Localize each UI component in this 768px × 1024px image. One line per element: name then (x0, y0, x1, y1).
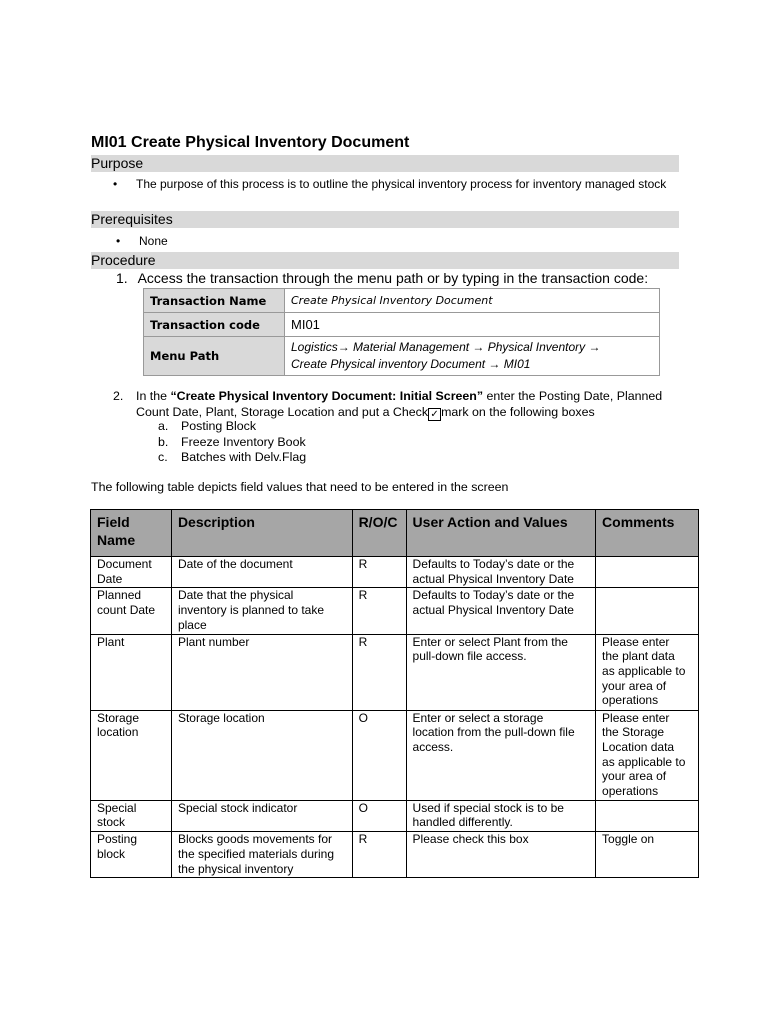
header-user-action: User Action and Values (406, 510, 596, 557)
procedure-heading-text: Procedure (91, 252, 156, 268)
cell-comments (596, 588, 699, 634)
step-2-list (158, 419, 458, 466)
step-2-prefix: In the (136, 389, 171, 403)
cell-comments (596, 557, 699, 588)
step-2 (113, 388, 673, 421)
header-description: Description (171, 510, 352, 557)
cell-description: Date of the document (171, 557, 352, 588)
menu-path-value (285, 337, 660, 376)
table-row (144, 313, 660, 337)
cell-description: Blocks goods movements for the specified materials during the physical inventory (171, 832, 352, 878)
cell-description: Date that the physical inventory is planned to take place (171, 588, 352, 634)
list-item (158, 419, 458, 435)
cell-action: Defaults to Today’s date or the actual Physical Inventory Date (406, 557, 596, 588)
purpose-bullet (113, 177, 668, 191)
cell-roc: R (352, 557, 406, 588)
cell-action: Enter or select a storage location from the pull-down file access. (406, 710, 596, 800)
field-values-table (90, 509, 699, 878)
cell-field: Special stock (91, 800, 172, 831)
step-2-screen-name: “Create Physical Inventory Document: Initial Screen” (170, 389, 484, 403)
transaction-name-value: Create Physical Inventory Document (285, 289, 660, 313)
step-1 (116, 270, 648, 286)
menu-path-label: Menu Path (144, 337, 285, 376)
list-item-letter: c. (158, 450, 168, 464)
table-row (91, 710, 699, 800)
cell-description: Special stock indicator (171, 800, 352, 831)
step-2-after-check: mark on the following boxes (441, 405, 595, 419)
purpose-heading-text: Purpose (91, 155, 144, 171)
table-row (144, 337, 660, 376)
menu-path-line-1: Logistics→ Material Management → Physical Inventory → (291, 340, 601, 354)
step-2-text (136, 388, 673, 421)
step-2-suffix: enter the Posting Date, Planned Count Date, Plant, Storage Location and put a Check (136, 389, 663, 419)
bullet-icon: • (116, 234, 121, 248)
purpose-bullet-text: The purpose of this process is to outline the physical inventory process for inventory managed stock (136, 177, 667, 191)
cell-roc: R (352, 634, 406, 710)
checkbox-icon: ✓ (428, 408, 441, 421)
transaction-name-label: Transaction Name (144, 289, 285, 313)
cell-comments: Please enter the plant data as applicable to your area of operations (596, 634, 699, 710)
section-heading-procedure (91, 252, 679, 269)
cell-roc: O (352, 800, 406, 831)
cell-field: Planned count Date (91, 588, 172, 634)
cell-comments: Please enter the Storage Location data as applicable to your area of operations (596, 710, 699, 800)
cell-action: Enter or select Plant from the pull-down file access. (406, 634, 596, 710)
header-roc: R/O/C (352, 510, 406, 557)
transaction-table (143, 288, 660, 376)
cell-description: Storage location (171, 710, 352, 800)
list-item-letter: b. (158, 434, 169, 449)
cell-description: Plant number (171, 634, 352, 710)
cell-comments: Toggle on (596, 832, 699, 878)
step-1-number: 1. (116, 270, 128, 286)
list-item-text: Posting Block (181, 419, 257, 433)
table-intro-text: The following table depicts field values that need to be entered in the screen (91, 480, 509, 494)
prerequisites-heading-text: Prerequisites (91, 211, 173, 227)
cell-roc: O (352, 710, 406, 800)
cell-field: Storage location (91, 710, 172, 800)
cell-field: Posting block (91, 832, 172, 878)
list-item-letter: a. (158, 419, 169, 433)
transaction-code-value: MI01 (285, 313, 660, 337)
prerequisites-bullet (116, 234, 316, 248)
table-row (91, 832, 699, 878)
cell-field: Plant (91, 634, 172, 710)
prerequisites-bullet-text: None (139, 234, 168, 248)
page-title: MI01 Create Physical Inventory Document (91, 134, 410, 151)
cell-field: Document Date (91, 557, 172, 588)
menu-path-line-2: Create Physical inventory Document → MI01 (291, 357, 531, 371)
cell-roc: R (352, 832, 406, 878)
cell-comments (596, 800, 699, 831)
table-row (91, 588, 699, 634)
cell-action: Used if special stock is to be handled differently. (406, 800, 596, 831)
list-item (158, 435, 458, 451)
transaction-code-label: Transaction code (144, 313, 285, 337)
table-row (144, 289, 660, 313)
cell-action: Please check this box (406, 832, 596, 878)
table-row (91, 634, 699, 710)
step-1-text: Access the transaction through the menu path or by typing in the transaction code: (137, 270, 649, 286)
list-item (158, 450, 458, 466)
step-2-number: 2. (113, 389, 124, 403)
table-row (91, 557, 699, 588)
list-item-text: Batches with Delv.Flag (181, 450, 307, 464)
table-header-row (91, 510, 699, 557)
cell-roc: R (352, 588, 406, 634)
list-item-text: Freeze Inventory Book (181, 434, 306, 449)
bullet-icon: • (113, 177, 118, 191)
section-heading-purpose (91, 155, 679, 172)
table-row (91, 800, 699, 831)
section-heading-prerequisites (91, 211, 679, 228)
header-field-name: Field Name (91, 510, 172, 557)
header-comments: Comments (596, 510, 699, 557)
cell-action: Defaults to Today’s date or the actual Physical Inventory Date (406, 588, 596, 634)
